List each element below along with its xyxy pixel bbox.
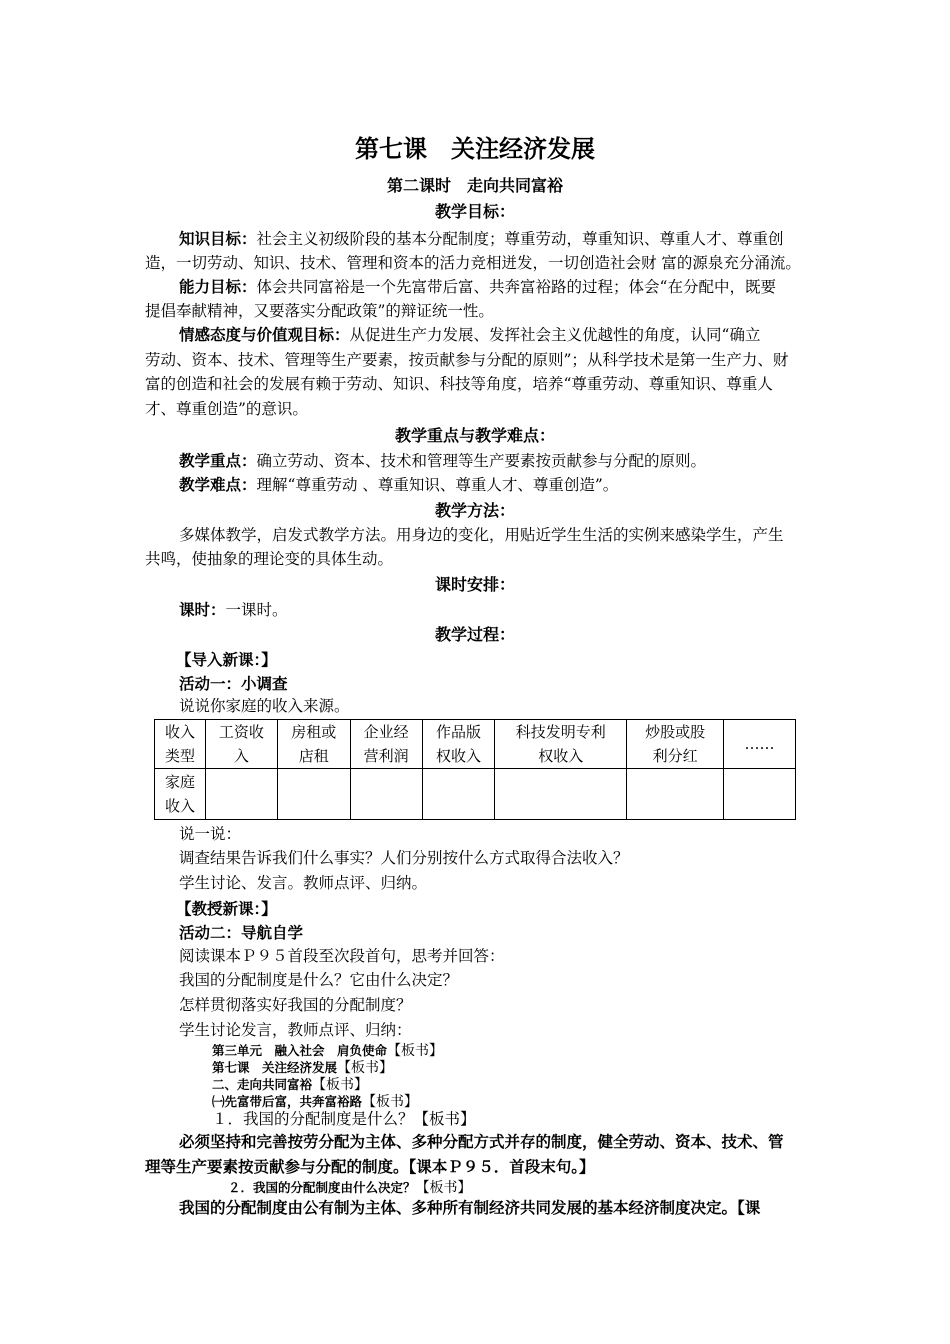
board-line-4: ㈠先富带后富，共奔富裕路【板书】 — [212, 1094, 419, 1110]
teach-label: 【教授新课：】 — [176, 900, 277, 918]
table-cell — [350, 769, 422, 820]
board-line-3: 二、走向共同富裕【板书】 — [212, 1077, 369, 1093]
emotion-objective-line2: 劳动、资本、技术、管理等生产要素，按贡献参与分配的原则”；从科学技术是第一生产力、财 — [145, 351, 789, 369]
emotion-objective-line3: 富的创造和社会的发展有赖于劳动、知识、科技等角度，培养“尊重劳动、尊重知识、尊重人 — [145, 375, 773, 393]
page-title: 第七课 关注经济发展 — [355, 135, 595, 163]
activity2-prompt: 阅读课本Ｐ９５首段至次段首句，思考并回答： — [179, 947, 505, 965]
question-2: 怎样贯彻落实好我国的分配制度？ — [179, 996, 412, 1014]
table-cell — [724, 769, 796, 820]
table-header-row — [155, 720, 796, 769]
method-line2: 共鸣，使抽象的理论变的具体生动。 — [145, 550, 394, 568]
table-cell: 收入 类型 — [155, 720, 206, 769]
schedule-line: 课时：一课时。 — [179, 601, 288, 619]
page-subtitle: 第二课时 走向共同富裕 — [386, 176, 563, 195]
emotion-objective-label: 情感态度与价值观目标： — [179, 326, 350, 344]
answer-2-line1: 我国的分配制度由公有制为主体、多种所有制经济共同发展的基本经济制度决定。【课 — [179, 1198, 761, 1217]
ability-objective-line1: 能力目标：体会共同富裕是一个先富带后富、共奔富裕路的过程；体会“在分配中，既要 — [179, 278, 776, 296]
table-cell: 家庭 收入 — [155, 769, 206, 820]
activity1-title: 活动一：小调查 — [179, 675, 288, 693]
emotion-objective-line4: 才、尊重创造”的意识。 — [145, 400, 308, 418]
table-cell — [277, 769, 350, 820]
income-survey-table — [154, 719, 796, 820]
table-cell — [495, 769, 627, 820]
activity1-prompt: 说说你家庭的收入来源。 — [179, 697, 350, 715]
table-cell — [422, 769, 495, 820]
board-line-2: 第七课 关注经济发展【板书】 — [212, 1060, 394, 1076]
table-cell: 作品版 权收入 — [422, 720, 495, 769]
method-line1: 多媒体教学，启发式教学方法。用身边的变化，用贴近学生生活的实例来感染学生，产生 — [179, 526, 784, 544]
table-cell: …… — [724, 720, 796, 769]
item-2: ２．我国的分配制度由什么决定？【板书】 — [228, 1180, 472, 1196]
ability-objective-label: 能力目标： — [179, 278, 257, 296]
schedule-label: 课时： — [179, 601, 226, 619]
teaching-difficulty: 教学难点：理解“尊重劳动 、尊重知识、尊重人才、尊重创造”。 — [179, 476, 619, 494]
intro-label: 【导入新课：】 — [176, 651, 277, 669]
answer-1-line2: 理等生产要素按贡献参与分配的制度。【课本Ｐ９５．首段末句。】 — [145, 1157, 595, 1176]
table-cell: 企业经 营利润 — [350, 720, 422, 769]
teaching-focus: 教学重点：确立劳动、资本、技术和管理等生产要素按贡献参与分配的原则。 — [179, 452, 707, 470]
item-1: １．我国的分配制度是什么？【板书】 — [212, 1110, 476, 1128]
knowledge-objective-line2: 造，一切劳动、知识、技术、管理和资本的活力竞相迸发，一切创造社会财 富的源泉充分涌流。 — [145, 254, 801, 272]
table-cell: 炒股或股 利分红 — [627, 720, 724, 769]
board-line-1: 第三单元 融入社会 肩负使命【板书】 — [212, 1043, 444, 1059]
activity2-title: 活动二：导航自学 — [179, 924, 304, 942]
table-cell: 房租或 店租 — [277, 720, 350, 769]
summary-line: 学生讨论发言，教师点评、归纳： — [179, 1021, 412, 1039]
table-row — [155, 769, 796, 820]
section-heading-schedule: 课时安排： — [434, 575, 515, 594]
section-heading-objectives: 教学目标： — [434, 202, 515, 221]
section-heading-process: 教学过程： — [434, 625, 515, 644]
teaching-difficulty-label: 教学难点： — [179, 476, 257, 494]
question-1: 我国的分配制度是什么？它由什么决定？ — [179, 971, 459, 989]
section-heading-key-points: 教学重点与教学难点： — [394, 426, 555, 445]
say-answer: 学生讨论、发言。教师点评、归纳。 — [179, 874, 428, 892]
teaching-focus-label: 教学重点： — [179, 452, 257, 470]
section-heading-method: 教学方法： — [434, 501, 515, 520]
answer-1-line1: 必须坚持和完善按劳分配为主体、多种分配方式并存的制度，健全劳动、资本、技术、管 — [179, 1132, 784, 1151]
say-label: 说一说： — [179, 825, 242, 843]
emotion-objective-line1: 情感态度与价值观目标：从促进生产力发展、发挥社会主义优越性的角度，认同“确立 — [179, 326, 761, 344]
table-cell — [205, 769, 277, 820]
knowledge-objective-label: 知识目标： — [179, 230, 257, 248]
ability-objective-line2: 提倡奉献精神，又要落实分配政策”的辩证统一性。 — [145, 302, 494, 320]
say-question: 调查结果告诉我们什么事实？人们分别按什么方式取得合法收入？ — [179, 849, 629, 867]
table-cell — [627, 769, 724, 820]
table-cell: 科技发明专利 权收入 — [495, 720, 627, 769]
knowledge-objective-line1: 知识目标：社会主义初级阶段的基本分配制度；尊重劳动，尊重知识、尊重人才、尊重创 — [179, 230, 784, 248]
table-cell: 工资收 入 — [205, 720, 277, 769]
